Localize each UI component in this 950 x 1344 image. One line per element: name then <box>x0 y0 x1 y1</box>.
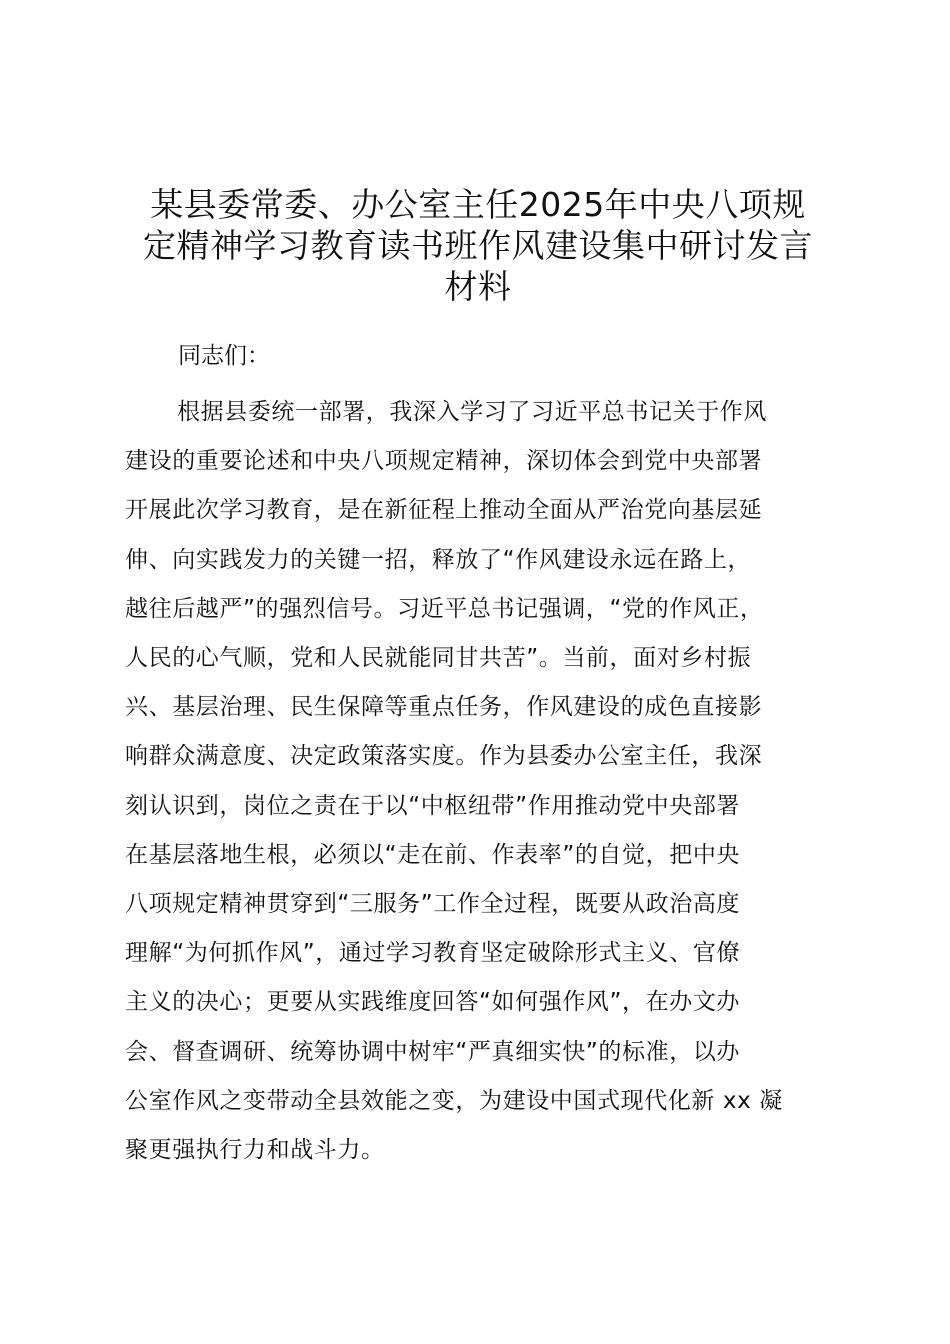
paragraph-line: 刻认识到，岗位之责在于以“中枢纽带”作用推动党中央部署 <box>125 792 741 819</box>
paragraph-line: 建设的重要论述和中央八项规定精神，深切体会到党中央部署 <box>125 448 763 475</box>
paragraph-line: 主义的决心；更要从实践维度回答“如何强作风”，在办文办 <box>125 989 741 1016</box>
paragraph-line: 伸、向实践发力的关键一招，释放了“作风建设永远在路上， <box>125 546 752 573</box>
salutation: 同志们： <box>178 343 270 369</box>
title-line-2: 定精神学习教育读书班作风建设集中研讨发言 <box>143 226 813 265</box>
paragraph-line: 聚更强执行力和战斗力。 <box>125 1137 385 1164</box>
body-paragraph <box>125 388 837 1175</box>
title-line-1: 某县委常委、办公室主任2025年中央八项规 <box>150 185 806 224</box>
paragraph-line: 兴、基层治理、民生保障等重点任务，作风建设的成色直接影 <box>125 694 763 721</box>
paragraph-line: 在基层落地生根，必须以“走在前、作表率”的自觉，把中央 <box>125 841 741 868</box>
title-line-3: 材料 <box>444 267 512 306</box>
paragraph-line: 会、督查调研、统筹协调中树牢“严真细实快”的标准，以办 <box>125 1038 741 1065</box>
paragraph-line: 人民的心气顺，党和人民就能同甘共苦”。当前，面对乡村振 <box>125 645 752 672</box>
paragraph-line: 响群众满意度、决定政策落实度。作为县委办公室主任，我深 <box>125 743 763 770</box>
paragraph-line: 理解“为何抓作风”，通过学习教育坚定破除形式主义、官僚 <box>125 940 741 967</box>
paragraph-line: 根据县委统一部署，我深入学习了习近平总书记关于作风 <box>177 399 767 425</box>
document-title <box>118 184 838 307</box>
paragraph-line: 八项规定精神贯穿到“三服务”工作全过程，既要从政治高度 <box>125 891 741 918</box>
paragraph-line: 公室作风之变带动全县效能之变，为建设中国式现代化新 xx 凝 <box>125 1087 783 1114</box>
paragraph-line: 开展此次学习教育，是在新征程上推动全面从严治党向基层延 <box>125 497 763 524</box>
paragraph-line: 越往后越严”的强烈信号。习近平总书记强调，“党的作风正， <box>125 595 764 622</box>
